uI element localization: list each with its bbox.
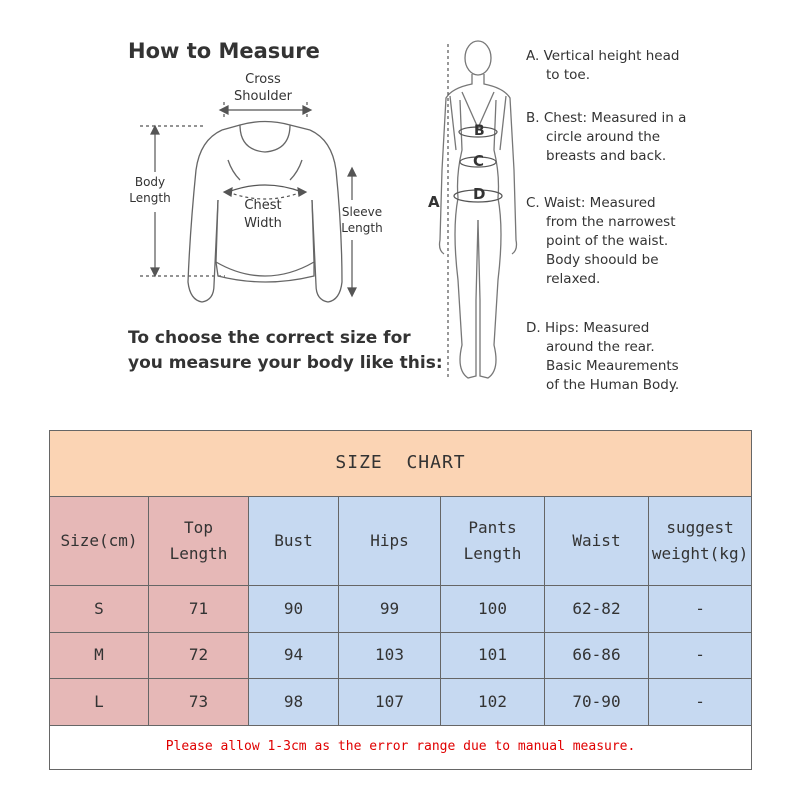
- header-hips: Hips: [339, 496, 441, 586]
- cell-hips: 103: [339, 632, 441, 678]
- desc-a-2: to toe.: [546, 67, 590, 83]
- cell-top-length: 71: [149, 586, 249, 632]
- cell-size: L: [50, 679, 149, 725]
- header-size: Size(cm): [50, 496, 149, 586]
- size-chart-table: [49, 430, 752, 770]
- desc-b-3: breasts and back.: [546, 148, 667, 164]
- guide-heading: How to Measure: [128, 39, 320, 63]
- human-figure: [440, 41, 517, 378]
- letter-a: A: [428, 193, 440, 211]
- desc-d-4: of the Human Body.: [546, 377, 680, 393]
- desc-c-5: relaxed.: [546, 271, 601, 287]
- desc-d-3: Basic Meaurements: [546, 358, 679, 374]
- header-row: [50, 496, 752, 586]
- header-top-length: Top Length: [149, 496, 249, 586]
- cell-weight: -: [649, 632, 752, 678]
- cell-hips: 99: [339, 586, 441, 632]
- letter-c: C: [473, 152, 485, 170]
- desc-c-1: C. Waist: Measured: [526, 195, 656, 211]
- desc-d-1: D. Hips: Measured: [526, 320, 650, 336]
- letter-d: D: [473, 185, 486, 203]
- body-length-label-2: Length: [129, 191, 171, 205]
- chest-label-2: Width: [244, 216, 282, 231]
- desc-b-2: circle around the: [546, 129, 661, 145]
- header-waist: Waist: [545, 496, 649, 586]
- shoulder-arrow: [220, 102, 311, 120]
- chest-label-1: Chest: [244, 198, 282, 213]
- table-row: [50, 632, 752, 678]
- table-row: [50, 679, 752, 725]
- body-length-label-1: Body: [134, 175, 166, 189]
- chest-arrow: [224, 185, 306, 199]
- cell-top-length: 73: [149, 679, 249, 725]
- cell-pants-length: 101: [441, 632, 545, 678]
- cross-label-1: Cross: [245, 72, 281, 87]
- cell-bust: 98: [249, 679, 339, 725]
- cell-weight: -: [649, 679, 752, 725]
- cross-label-2: Shoulder: [234, 89, 292, 104]
- size-chart-title: SIZE CHART: [50, 431, 752, 497]
- header-weight: suggest weight(kg): [649, 496, 752, 586]
- cell-size: M: [50, 632, 149, 678]
- desc-c-2: from the narrowest: [546, 214, 676, 230]
- instruction-line-1: To choose the correct size for: [128, 328, 411, 348]
- cell-hips: 107: [339, 679, 441, 725]
- cell-size: S: [50, 586, 149, 632]
- cell-waist: 62-82: [545, 586, 649, 632]
- desc-a-1: A. Vertical height head: [526, 48, 680, 64]
- instruction-line-2: you measure your body like this:: [128, 353, 443, 373]
- letter-b: B: [474, 123, 485, 139]
- cell-bust: 94: [249, 632, 339, 678]
- cell-pants-length: 100: [441, 586, 545, 632]
- table-row: [50, 586, 752, 632]
- cell-pants-length: 102: [441, 679, 545, 725]
- error-range-note: Please allow 1-3cm as the error range due to manual measure.: [50, 725, 752, 769]
- desc-c-3: point of the waist.: [546, 233, 669, 249]
- cell-waist: 70-90: [545, 679, 649, 725]
- measure-descriptions: [526, 48, 686, 393]
- cell-weight: -: [649, 586, 752, 632]
- header-bust: Bust: [249, 496, 339, 586]
- sleeve-label-1: Sleeve: [341, 205, 383, 219]
- desc-b-1: B. Chest: Measured in a: [526, 110, 687, 126]
- cell-top-length: 72: [149, 632, 249, 678]
- desc-d-2: around the rear.: [546, 339, 655, 355]
- header-pants-length: Pants Length: [441, 496, 545, 586]
- cell-waist: 66-86: [545, 632, 649, 678]
- desc-c-4: Body shoould be: [546, 252, 659, 268]
- cell-bust: 90: [249, 586, 339, 632]
- sleeve-label-2: Length: [341, 221, 383, 235]
